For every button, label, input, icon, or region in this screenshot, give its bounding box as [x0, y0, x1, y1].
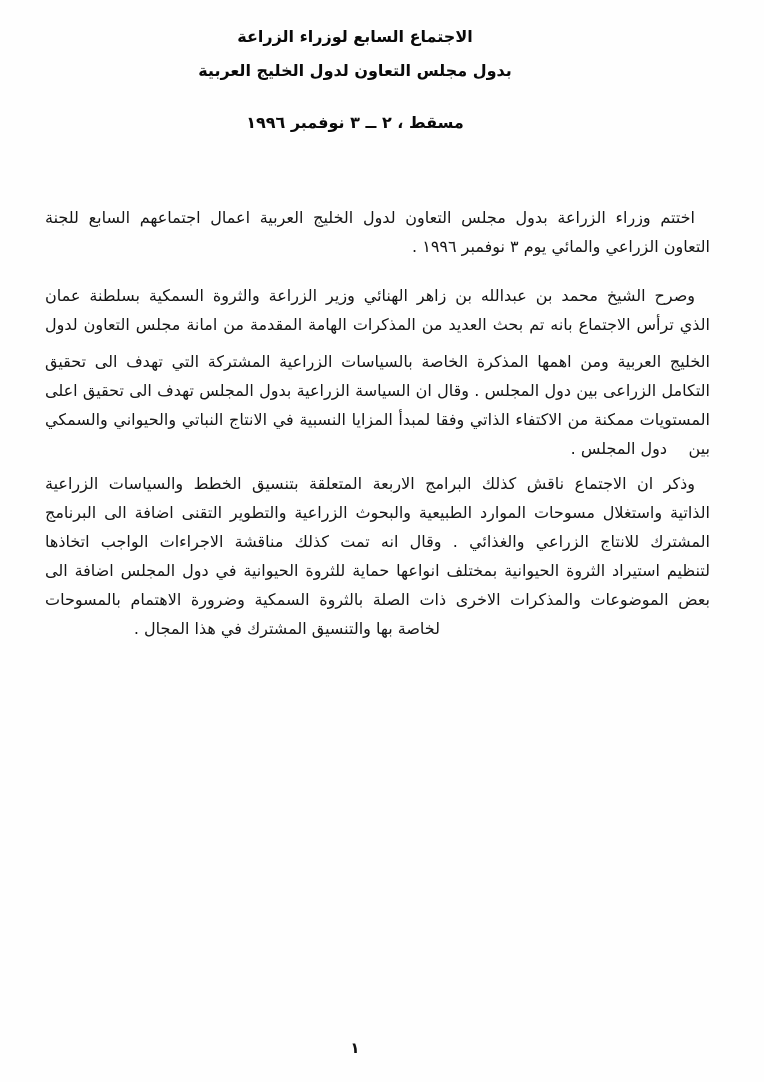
text-line: الذي ترأس الاجتماع بانه تم بحث العديد من المذكرات الهامة المقدمة من امانة مجلس التعاون لدول — [45, 315, 710, 334]
text-line: وذكر ان الاجتماع ناقش كذلك البرامج الاربعة المتعلقة بتنسيق الخطط والسياسات الزراعية — [45, 474, 695, 493]
text-line: دول المجلس . — [570, 439, 667, 458]
text-line: المشترك للانتاج الزراعي والغذائي . وقال انه تمت كذلك مناقشة الاجراءات الواجب اتخاذها — [45, 532, 710, 551]
text-line: الذاتية واستغلال مسوحات الموارد الطبيعية والبحوث الزراعية والتطوير التقنى اضافة الى البرنامج — [45, 503, 710, 522]
text-line: التكامل الزراعى بين دول المجلس . وقال ان السياسة الزراعية بدول المجلس تهدف الى تحقيق اعلى — [45, 381, 710, 400]
text-line: لخاصة بها والتنسيق المشترك في هذا المجال . — [133, 619, 440, 638]
title-line-1: الاجتماع السابع لوزراء الزراعة — [237, 27, 473, 46]
paragraph-1 — [45, 203, 710, 261]
document-title — [0, 20, 710, 88]
text-line: لتنظيم استيراد الثروة الحيوانية بمختلف انواعها حماية للثروة الحيوانية في دول المجلس اضافة الى — [45, 561, 710, 580]
text-line: وصرح الشيخ محمد بن عبدالله بن زاهر الهنائي وزير الزراعة والثروة السمكية بسلطنة عمان — [45, 286, 695, 305]
document-body — [45, 203, 710, 643]
text-line: اختتم وزراء الزراعة بدول مجلس التعاون لدول الخليج العربية اعمال اجتماعهم السابع للجنة — [45, 208, 695, 227]
paragraph-2 — [45, 281, 710, 339]
text-line: الخليج العربية ومن اهمها المذكرة الخاصة بالسياسات الزراعية المشتركة التي تهدف الى تحقيق — [45, 352, 710, 371]
paragraph-3 — [45, 469, 710, 643]
text-line: التعاون الزراعي والمائي يوم ٣ نوفمبر ١٩٩٦ . — [412, 237, 710, 256]
meeting-date-line: مسقط ، ٢ ــ ٣ نوفمبر ١٩٩٦ — [246, 113, 464, 132]
text-line: بعض الموضوعات والمذكرات الاخرى ذات الصلة بالثروة السمكية وضرورة الاهتمام بالمسوحات — [45, 590, 710, 609]
page-number: ١ — [350, 1039, 360, 1057]
text-line: المستويات ممكنة من الاكتفاء الذاتي وفقا لمبدأ المزايا النسبية في الانتاج النباتي والحيواني والسمكي بين — [45, 410, 710, 458]
title-line-2: بدول مجلس التعاون لدول الخليج العربية — [198, 61, 512, 80]
paragraph-2-continued — [45, 347, 710, 463]
